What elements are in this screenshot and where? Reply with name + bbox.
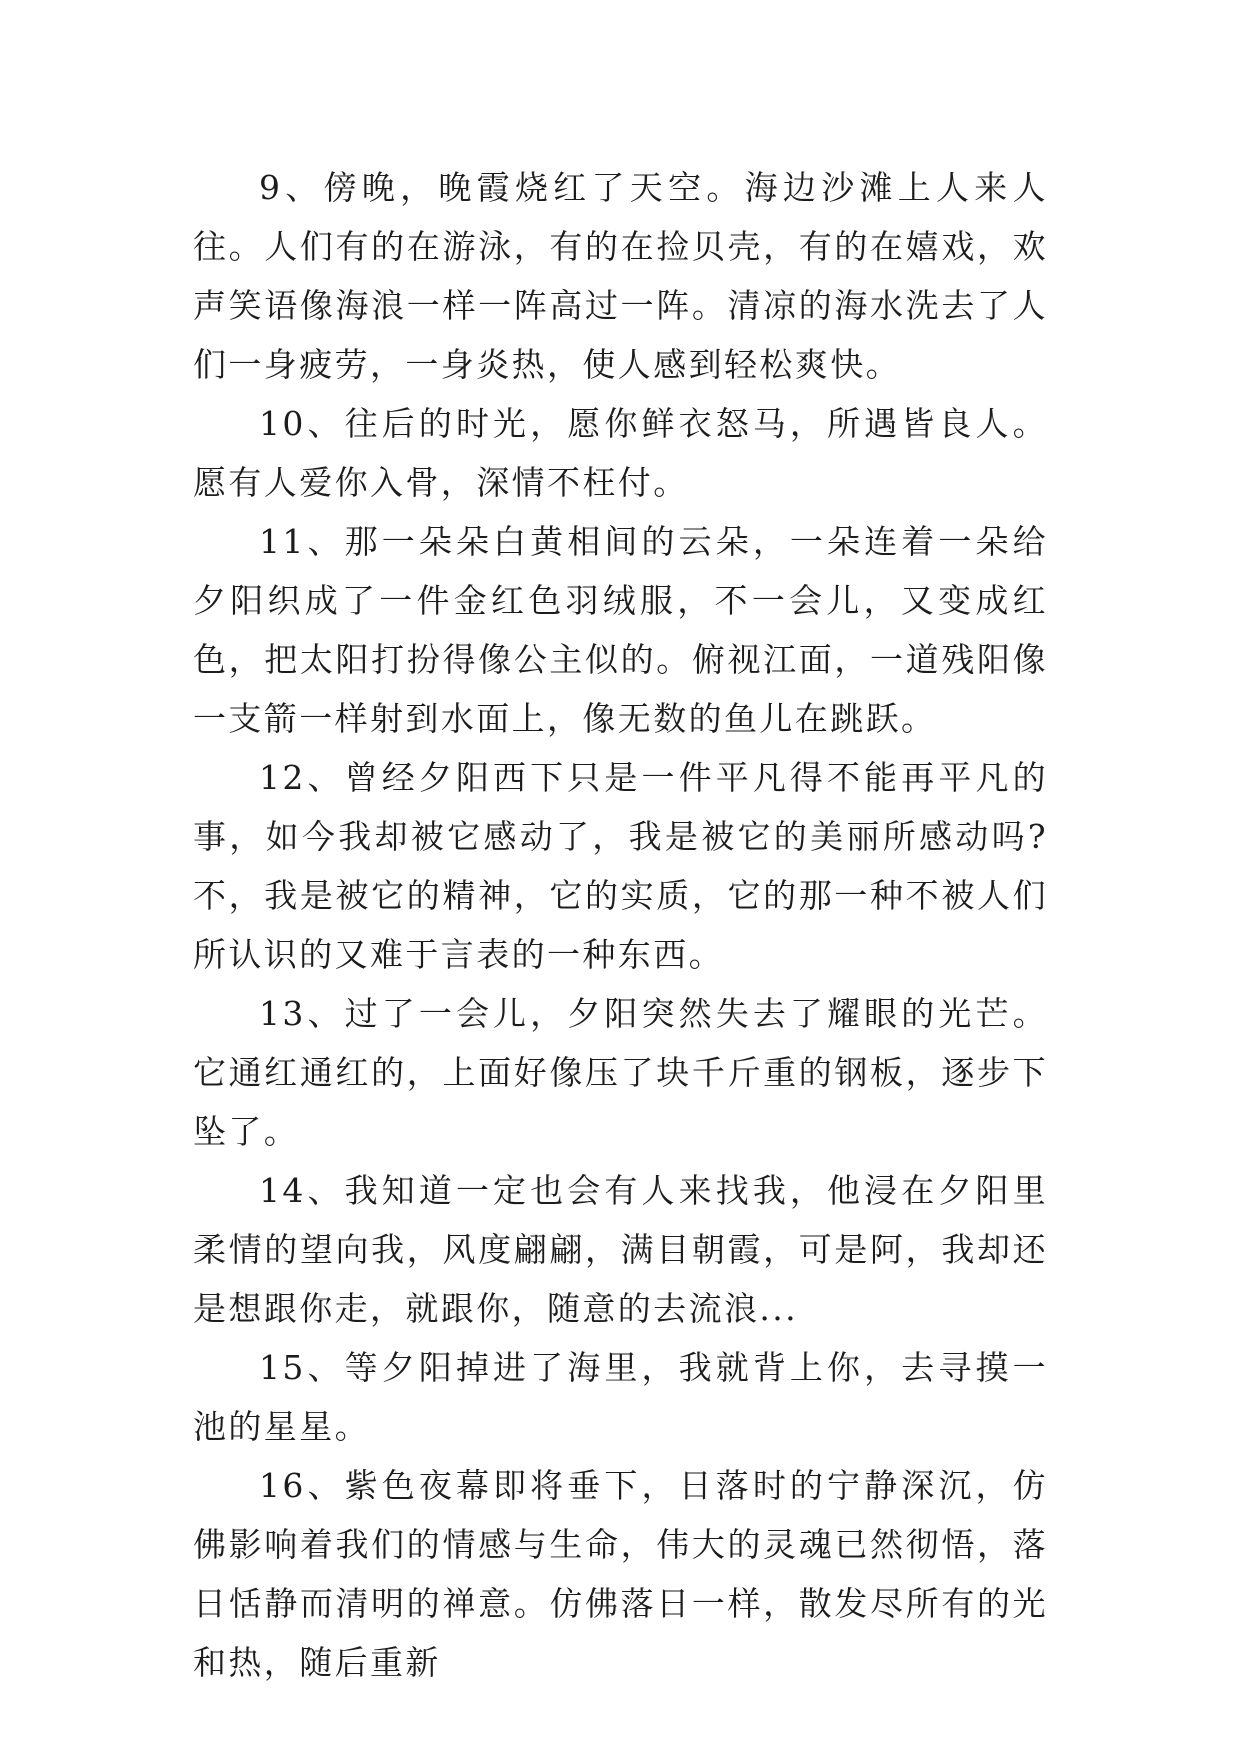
paragraph-14: 14、我知道一定也会有人来找我，他浸在夕阳里柔情的望向我，风度翩翩，满目朝霞，可是阿，我却还是想跟你走，就跟你，随意的去流浪... [193, 1171, 1048, 1328]
paragraph-11: 11、那一朵朵白黄相间的云朵，一朵连着一朵给夕阳织成了一件金红色羽绒服，不一会儿，又变成红色，把太阳打扮得像公主似的。俯视江面，一道残阳像一支箭一样射到水面上，像无数的鱼儿在跳跃。 [193, 522, 1048, 738]
paragraph-12: 12、曾经夕阳西下只是一件平凡得不能再平凡的事，如今我却被它感动了，我是被它的美丽所感动吗?不，我是被它的精神，它的实质，它的那一种不被人们所认识的又难于言表的一种东西。 [193, 758, 1048, 974]
paragraph-9: 9、傍晚，晚霞烧红了天空。海边沙滩上人来人往。人们有的在游泳，有的在捡贝壳，有的在嬉戏，欢声笑语像海浪一样一阵高过一阵。清凉的海水洗去了人们一身疲劳，一身炎热，使人感到轻松爽快。 [193, 168, 1048, 384]
document-body [193, 158, 1048, 1692]
paragraph-10: 10、往后的时光，愿你鲜衣怒马，所遇皆良人。愿有人爱你入骨，深情不枉付。 [193, 404, 1048, 502]
paragraph-15: 15、等夕阳掉进了海里，我就背上你，去寻摸一池的星星。 [193, 1348, 1048, 1446]
paragraph-16: 16、紫色夜幕即将垂下，日落时的宁静深沉，仿佛影响着我们的情感与生命，伟大的灵魂已然彻悟，落日恬静而清明的禅意。仿佛落日一样，散发尽所有的光和热，随后重新 [193, 1466, 1048, 1682]
paragraph-13: 13、过了一会儿，夕阳突然失去了耀眼的光芒。它通红通红的，上面好像压了块千斤重的钢板，逐步下坠了。 [193, 994, 1048, 1151]
